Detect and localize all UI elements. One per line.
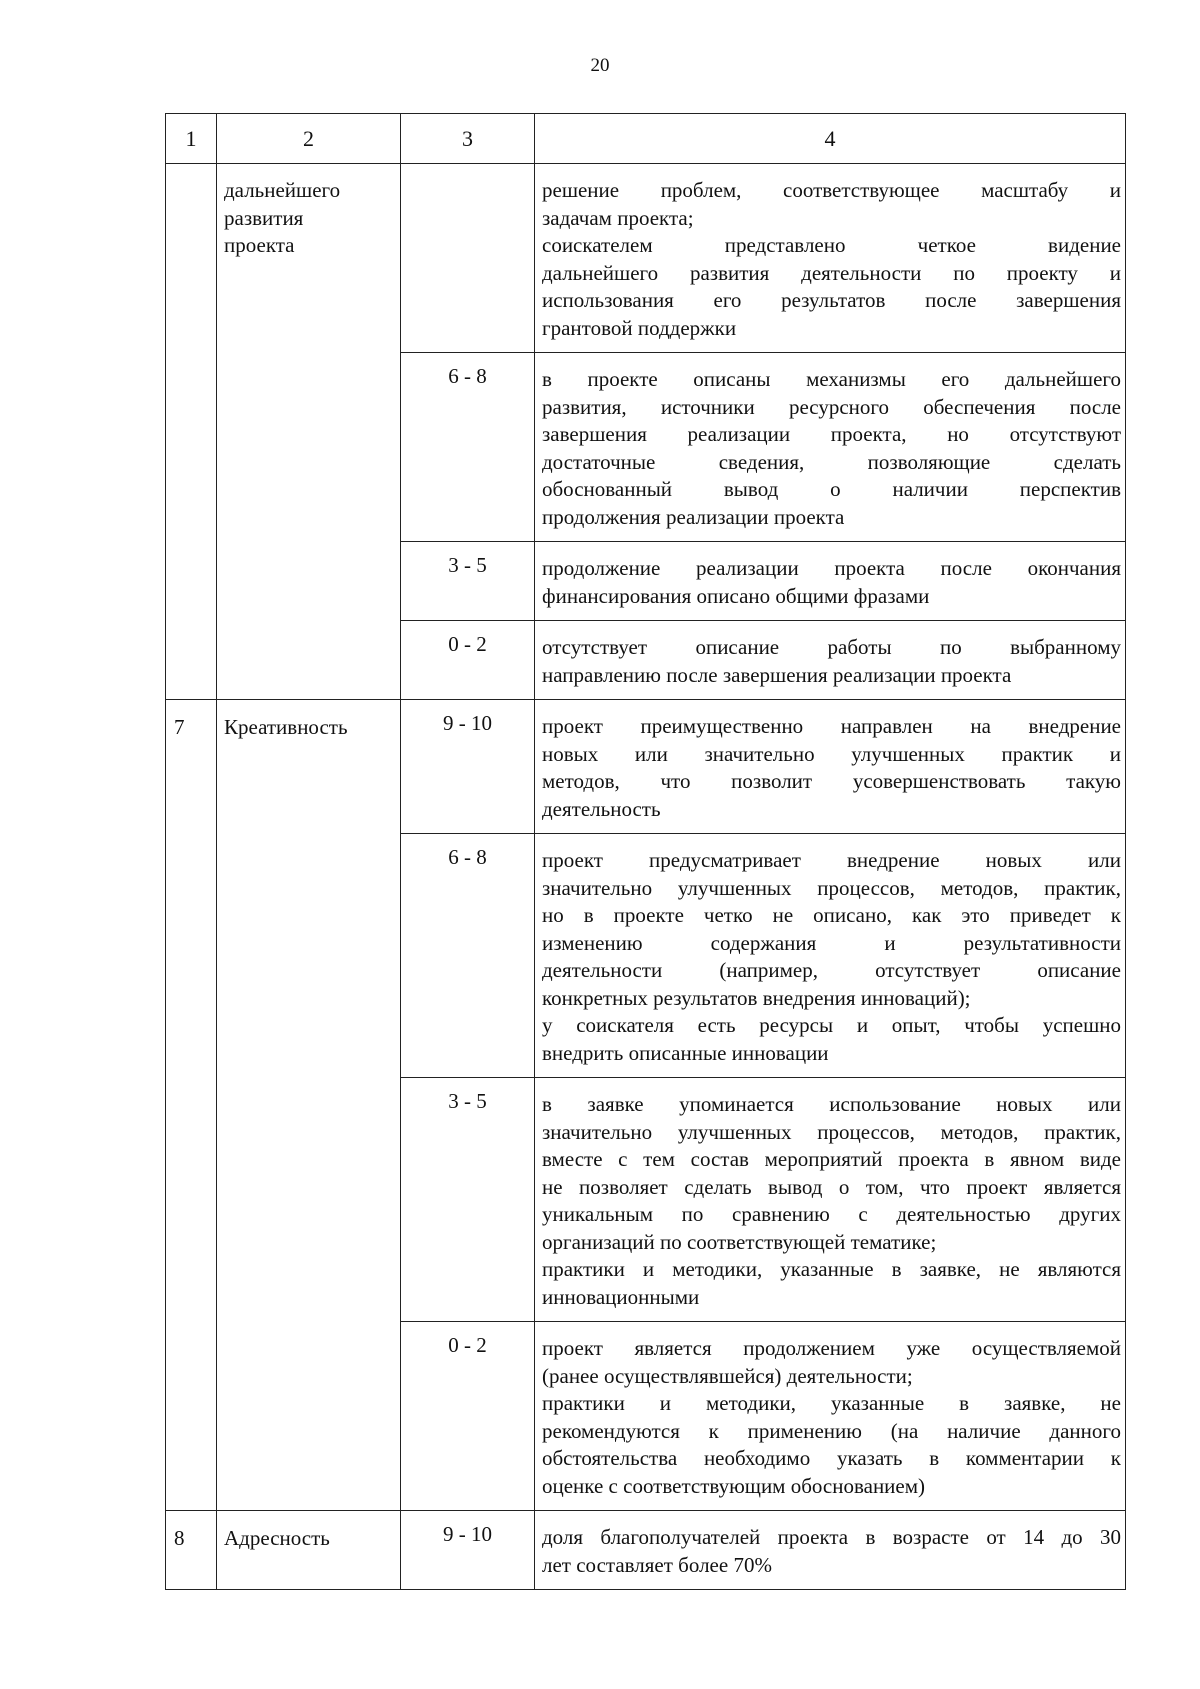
criterion-name-line: дальнейшего (224, 178, 341, 202)
score-description (535, 164, 1126, 353)
description-line: у соискателя есть ресурсы и опыт, чтобы успешно (542, 1013, 1121, 1037)
criterion-number (166, 164, 217, 700)
criterion-number: 8 (166, 1511, 217, 1590)
description-line: соискателем представлено четкое видение (542, 233, 1121, 257)
description-line: (ранее осуществлявшейся) деятельности; (542, 1363, 913, 1388)
table-row (166, 700, 1126, 834)
description-line: организаций по соответствующей тематике; (542, 1229, 937, 1254)
description-line: проект является продолжением уже осуществляемой (542, 1336, 1121, 1360)
table-header-row (166, 114, 1126, 164)
criteria-table (165, 113, 1126, 1590)
header-col-1: 1 (166, 114, 217, 164)
description-line: инновационными (542, 1284, 700, 1309)
header-col-4: 4 (535, 114, 1126, 164)
description-line: доля благополучателей проекта в возрасте от 14 до 30 (542, 1525, 1121, 1549)
description-line: не позволяет сделать вывод о том, что проект является (542, 1174, 1121, 1199)
description-line: лет составляет более 70% (542, 1552, 772, 1577)
description-line: финансирования описано общими фразами (542, 583, 930, 608)
description-line: практики и методики, указанные в заявке, не (542, 1391, 1121, 1415)
description-line: деятельности (например, отсутствует описание (542, 958, 1121, 982)
score-range (401, 164, 535, 353)
criterion-name (217, 700, 401, 1511)
score-range: 9 - 10 (401, 700, 535, 834)
criterion-name-line: Адресность (224, 1526, 330, 1550)
score-description (535, 1511, 1126, 1590)
description-line: отсутствует описание работы по выбранному (542, 635, 1121, 659)
description-line: дальнейшего развития деятельности по проекту и (542, 260, 1121, 285)
description-line: в проекте описаны механизмы его дальнейшего (542, 367, 1121, 391)
score-description (535, 542, 1126, 621)
description-line: задачам проекта; (542, 205, 694, 230)
criterion-name (217, 1511, 401, 1590)
description-line: проект предусматривает внедрение новых или (542, 848, 1121, 872)
header-col-2: 2 (217, 114, 401, 164)
header-col-3: 3 (401, 114, 535, 164)
table-body (166, 164, 1126, 1590)
score-description (535, 834, 1126, 1078)
description-line: вместе с тем состав мероприятий проекта в явном виде (542, 1147, 1121, 1171)
description-line: в заявке упоминается использование новых или (542, 1092, 1121, 1116)
score-description (535, 1322, 1126, 1511)
description-line: обстоятельства необходимо указать в комментарии к (542, 1446, 1121, 1470)
description-line: изменению содержания и результативности (542, 930, 1121, 955)
score-range: 9 - 10 (401, 1511, 535, 1590)
description-line: проект преимущественно направлен на внедрение (542, 714, 1121, 738)
description-line: конкретных результатов внедрения инноваций); (542, 985, 971, 1010)
description-line: новых или значительно улучшенных практик и (542, 741, 1121, 766)
description-line: но в проекте четко не описано, как это приведет к (542, 903, 1121, 927)
score-range: 3 - 5 (401, 1078, 535, 1322)
description-line: деятельность (542, 796, 661, 821)
score-description (535, 700, 1126, 834)
description-line: решение проблем, соответствующее масштабу и (542, 178, 1121, 202)
criterion-number: 7 (166, 700, 217, 1511)
description-line: значительно улучшенных процессов, методов, практик, (542, 875, 1121, 900)
description-line: продолжение реализации проекта после окончания (542, 556, 1121, 580)
page-number: 20 (590, 55, 610, 76)
table-row (166, 164, 1126, 353)
score-description (535, 621, 1126, 700)
description-line: оценке с соответствующим обоснованием) (542, 1473, 926, 1498)
description-line: развития, источники ресурсного обеспечения после (542, 394, 1121, 419)
description-line: уникальным по сравнению с деятельностью других (542, 1202, 1121, 1226)
description-line: завершения реализации проекта, но отсутствуют (542, 422, 1121, 446)
description-line: направлению после завершения реализации проекта (542, 662, 1012, 687)
description-line: методов, что позволит усовершенствовать такую (542, 769, 1121, 793)
description-line: продолжения реализации проекта (542, 504, 845, 529)
description-line: обоснованный вывод о наличии перспектив (542, 477, 1121, 501)
score-range: 6 - 8 (401, 353, 535, 542)
description-line: достаточные сведения, позволяющие сделать (542, 449, 1121, 474)
description-line: внедрить описанные инновации (542, 1040, 829, 1065)
score-description (535, 1078, 1126, 1322)
description-line: рекомендуются к применению (на наличие данного (542, 1418, 1121, 1443)
score-range: 6 - 8 (401, 834, 535, 1078)
score-range: 0 - 2 (401, 1322, 535, 1511)
description-line: практики и методики, указанные в заявке, не являются (542, 1257, 1121, 1281)
description-line: использования его результатов после завершения (542, 288, 1121, 312)
description-line: значительно улучшенных процессов, методов, практик, (542, 1119, 1121, 1144)
criterion-name-line: проекта (224, 233, 295, 257)
criterion-name-line: развития (224, 205, 304, 230)
score-range: 3 - 5 (401, 542, 535, 621)
score-range: 0 - 2 (401, 621, 535, 700)
criterion-name-line: Креативность (224, 715, 348, 739)
criterion-name (217, 164, 401, 700)
table-row (166, 1511, 1126, 1590)
score-description (535, 353, 1126, 542)
description-line: грантовой поддержки (542, 315, 737, 340)
